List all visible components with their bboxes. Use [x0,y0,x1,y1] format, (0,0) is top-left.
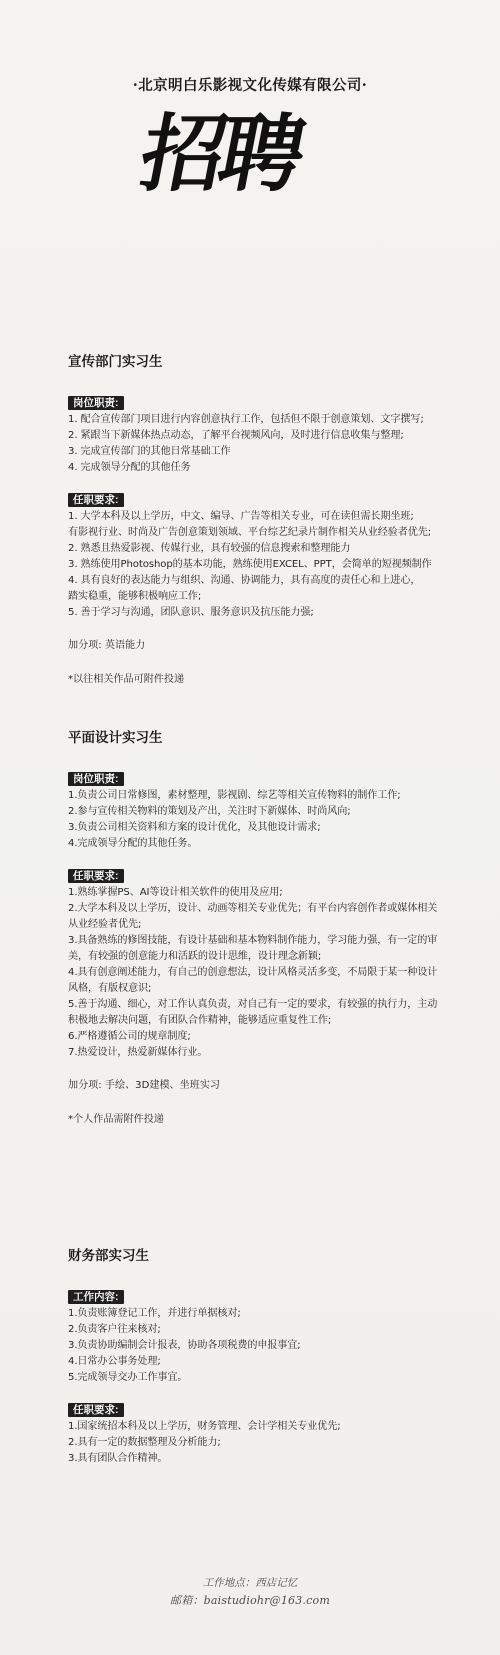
recruitment-title: 招聘 [132,104,308,203]
submission-note: *个人作品需附件投递 [68,1113,164,1125]
requirements-list [68,885,460,1061]
requirements-tag: 任职要求: [68,1403,124,1417]
section-title: 平面设计实习生 [68,730,163,746]
section-graphic-design-intern [68,731,460,1128]
list-item: 3.负责协助编制会计报表，协助各项税费的申报事宜; [68,1339,301,1351]
requirements-tag: 任职要求: [68,869,124,883]
section-publicity-intern [68,355,460,688]
list-item: 2.负责客户往来核对; [68,1323,161,1335]
section-title: 财务部实习生 [68,1248,149,1264]
list-item: 2.大学本科及以上学历，设计、动画等相关专业优先；有平台内容创作者或媒体相关 [68,902,438,914]
list-item: 2.参与宣传相关物料的策划及产出，关注时下新媒体、时尚风向; [68,805,351,817]
job-duties-tag: 岗位职责: [68,772,124,786]
bonus-skills: 加分项: 手绘、3D建模、坐班实习 [68,1079,221,1091]
list-item: 2.具有一定的数据整理及分析能力; [68,1436,221,1448]
list-item: 有影视行业、时尚及广告创意策划领域、平台综艺纪录片制作相关从业经验者优先; [68,526,432,538]
list-item: 1.熟练掌握PS、AI等设计相关软件的使用及应用; [68,886,283,898]
list-item: 1.负责公司日常修图，素材整理，影视剧、综艺等相关宣传物料的制作工作; [68,789,401,801]
list-item: 积极地去解决问题，有团队合作精神，能够适应重复性工作; [68,1014,332,1026]
list-item: 3.具备熟练的修图技能，有设计基础和基本物料制作能力，学习能力强，有一定的审 [68,934,438,946]
list-item: 1. 大学本科及以上学历，中文、编导、广告等相关专业，可在读但需长期坐班; [68,510,414,522]
work-location: 工作地点：西店记忆 [202,1577,298,1589]
job-duties-list [68,412,460,476]
list-item: 1. 配合宣传部门项目进行内容创意执行工作，包括但不限于创意策划、文字撰写; [68,413,424,425]
list-item: 7.热爱设计，热爱新媒体行业。 [68,1046,208,1058]
list-item: 1.国家统招本科及以上学历，财务管理、会计学相关专业优先; [68,1420,341,1432]
requirements-list [68,1419,460,1467]
list-item: 1.负责账簿登记工作，并进行单据核对; [68,1307,241,1319]
list-item: 4.日常办公事务处理; [68,1355,161,1367]
job-content-list [68,1306,460,1386]
list-item: 踏实稳重，能够积极响应工作; [68,590,202,602]
bonus-skills: 加分项: 英语能力 [68,639,146,651]
list-item: 风格，有版权意识; [68,982,152,994]
list-item: 3.负责公司相关资料和方案的设计优化，及其他设计需求; [68,821,321,833]
list-item: 2. 熟悉且热爱影视、传媒行业，具有较强的信息搜索和整理能力 [68,542,351,554]
list-item: 4.具有创意阐述能力，有自己的创意想法，设计风格灵活多变，不局限于某一种设计 [68,966,438,978]
list-item: 4. 完成领导分配的其他任务 [68,461,191,473]
contact-email: 邮箱：baistudiohr@163.com [170,1594,330,1607]
list-item: 5.善于沟通、细心，对工作认真负责，对自己有一定的要求，有较强的执行力，主动 [68,998,438,1010]
requirements-tag: 任职要求: [68,493,124,507]
job-content-tag: 工作内容: [68,1290,124,1304]
requirements-list [68,509,460,621]
list-item: 2. 紧跟当下新媒体热点动态，了解平台视频风向，及时进行信息收集与整理; [68,429,404,441]
list-item: 5.完成领导交办工作事宜。 [68,1371,188,1383]
list-item: 3. 完成宣传部门的其他日常基础工作 [68,445,231,457]
section-title: 宣传部门实习生 [68,354,163,370]
job-duties-tag: 岗位职责: [68,396,124,410]
list-item: 4. 具有良好的表达能力与组织、沟通、协调能力，具有高度的责任心和上进心， [68,574,421,586]
list-item: 美，有较强的创意能力和活跃的设计思维，设计理念新颖; [68,950,322,962]
list-item: 6.严格遵循公司的规章制度; [68,1030,191,1042]
submission-note: *以往相关作品可附件投递 [68,673,185,685]
list-item: 3. 熟练使用Photoshop的基本功能，熟练使用EXCEL、PPT，会简单的短视频制作 [68,558,432,570]
list-item: 5. 善于学习与沟通，团队意识、服务意识及抗压能力强; [68,606,314,618]
job-duties-list [68,788,460,852]
list-item: 3.具有团队合作精神。 [68,1452,168,1464]
company-name: ·北京明白乐影视文化传媒有限公司· [132,77,368,94]
section-finance-intern [68,1249,460,1467]
list-item: 从业经验者优先; [68,918,142,930]
list-item: 4.完成领导分配的其他任务。 [68,837,198,849]
